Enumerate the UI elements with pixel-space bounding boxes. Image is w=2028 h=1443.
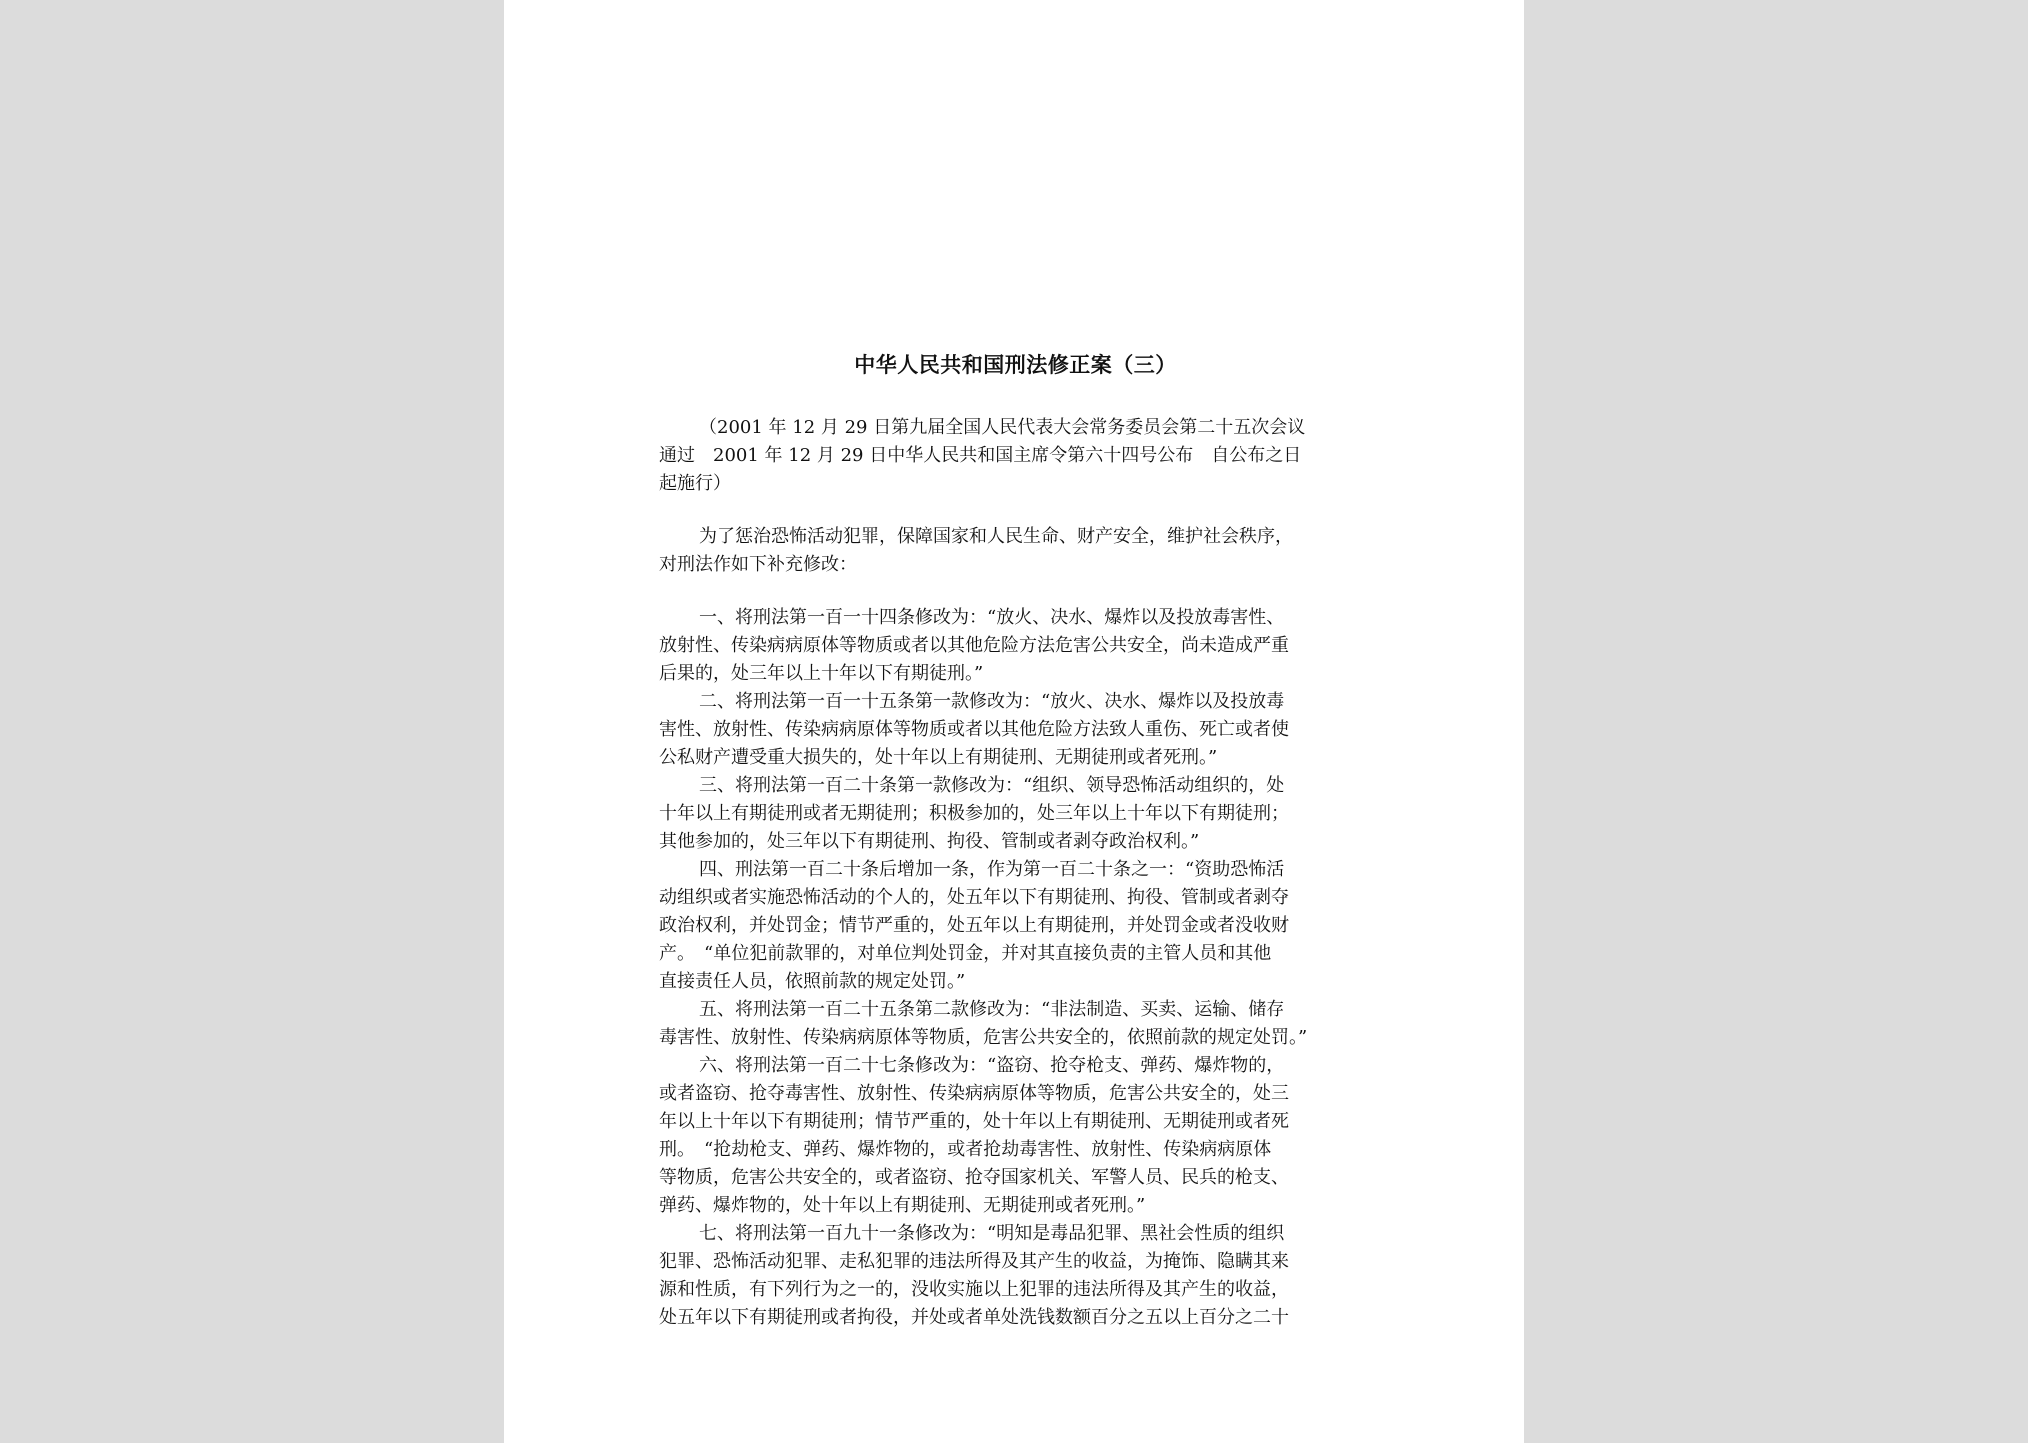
article-2	[659, 688, 1372, 772]
amendment-articles	[659, 604, 1372, 1332]
article-line: 其他参加的，处三年以下有期徒刑、拘役、管制或者剥夺政治权利。”	[659, 831, 1200, 852]
article-1	[659, 604, 1372, 688]
article-5	[659, 996, 1372, 1052]
article-line: 产。 “单位犯前款罪的，对单位判处罚金，并对其直接负责的主管人员和其他	[659, 943, 1272, 964]
article-line: 公私财产遭受重大损失的，处十年以上有期徒刑、无期徒刑或者死刑。”	[659, 747, 1218, 768]
note-line: 通过 2001 年 12 月 29 日中华人民共和国主席令第六十四号公布 自公布之日	[659, 445, 1302, 466]
article-line: 七、将刑法第一百九十一条修改为：“明知是毒品犯罪、黑社会性质的组织	[699, 1223, 1285, 1244]
article-line: 害性、放射性、传染病病原体等物质或者以其他危险方法致人重伤、死亡或者使	[659, 719, 1289, 740]
article-4	[659, 856, 1372, 996]
article-line: 犯罪、恐怖活动犯罪、走私犯罪的违法所得及其产生的收益，为掩饰、隐瞒其来	[659, 1251, 1289, 1272]
article-line: 一、将刑法第一百一十四条修改为：“放火、决水、爆炸以及投放毒害性、	[699, 607, 1285, 628]
article-line: 处五年以下有期徒刑或者拘役，并处或者单处洗钱数额百分之五以上百分之二十	[659, 1307, 1289, 1328]
note-line: 起施行）	[659, 473, 731, 494]
article-line: 三、将刑法第一百二十条第一款修改为：“组织、领导恐怖活动组织的，处	[699, 775, 1285, 796]
document-page	[504, 0, 1524, 1443]
note-line: （2001 年 12 月 29 日第九届全国人民代表大会常务委员会第二十五次会议	[699, 417, 1306, 438]
article-line: 年以上十年以下有期徒刑；情节严重的，处十年以上有期徒刑、无期徒刑或者死	[659, 1111, 1289, 1132]
article-line: 毒害性、放射性、传染病病原体等物质，危害公共安全的，依照前款的规定处罚。”	[659, 1027, 1308, 1048]
document-title: 中华人民共和国刑法修正案（三）	[854, 352, 1177, 377]
article-line: 弹药、爆炸物的，处十年以上有期徒刑、无期徒刑或者死刑。”	[659, 1195, 1146, 1216]
article-line: 六、将刑法第一百二十七条修改为：“盗窃、抢夺枪支、弹药、爆炸物的，	[699, 1055, 1285, 1076]
preamble	[659, 523, 1372, 579]
article-line: 源和性质，有下列行为之一的，没收实施以上犯罪的违法所得及其产生的收益，	[659, 1279, 1289, 1300]
article-6	[659, 1052, 1372, 1220]
preamble-line: 对刑法作如下补充修改：	[659, 554, 857, 575]
article-line: 五、将刑法第一百二十五条第二款修改为：“非法制造、买卖、运输、储存	[699, 999, 1285, 1020]
article-line: 十年以上有期徒刑或者无期徒刑；积极参加的，处三年以上十年以下有期徒刑；	[659, 803, 1289, 824]
preamble-line: 为了惩治恐怖活动犯罪，保障国家和人民生命、财产安全，维护社会秩序，	[699, 526, 1293, 547]
adoption-note	[659, 414, 1372, 498]
article-line: 等物质，危害公共安全的，或者盗窃、抢夺国家机关、军警人员、民兵的枪支、	[659, 1167, 1289, 1188]
article-line: 四、刑法第一百二十条后增加一条，作为第一百二十条之一：“资助恐怖活	[699, 859, 1285, 880]
article-3	[659, 772, 1372, 856]
article-line: 或者盗窃、抢夺毒害性、放射性、传染病病原体等物质，危害公共安全的，处三	[659, 1083, 1289, 1104]
article-7	[659, 1220, 1372, 1332]
article-line: 放射性、传染病病原体等物质或者以其他危险方法危害公共安全，尚未造成严重	[659, 635, 1289, 656]
article-line: 政治权利，并处罚金；情节严重的，处五年以上有期徒刑，并处罚金或者没收财	[659, 915, 1289, 936]
article-line: 动组织或者实施恐怖活动的个人的，处五年以下有期徒刑、拘役、管制或者剥夺	[659, 887, 1289, 908]
article-line: 后果的，处三年以上十年以下有期徒刑。”	[659, 663, 984, 684]
article-line: 刑。 “抢劫枪支、弹药、爆炸物的，或者抢劫毒害性、放射性、传染病病原体	[659, 1139, 1272, 1160]
article-line: 二、将刑法第一百一十五条第一款修改为：“放火、决水、爆炸以及投放毒	[699, 691, 1285, 712]
article-line: 直接责任人员，依照前款的规定处罚。”	[659, 971, 966, 992]
